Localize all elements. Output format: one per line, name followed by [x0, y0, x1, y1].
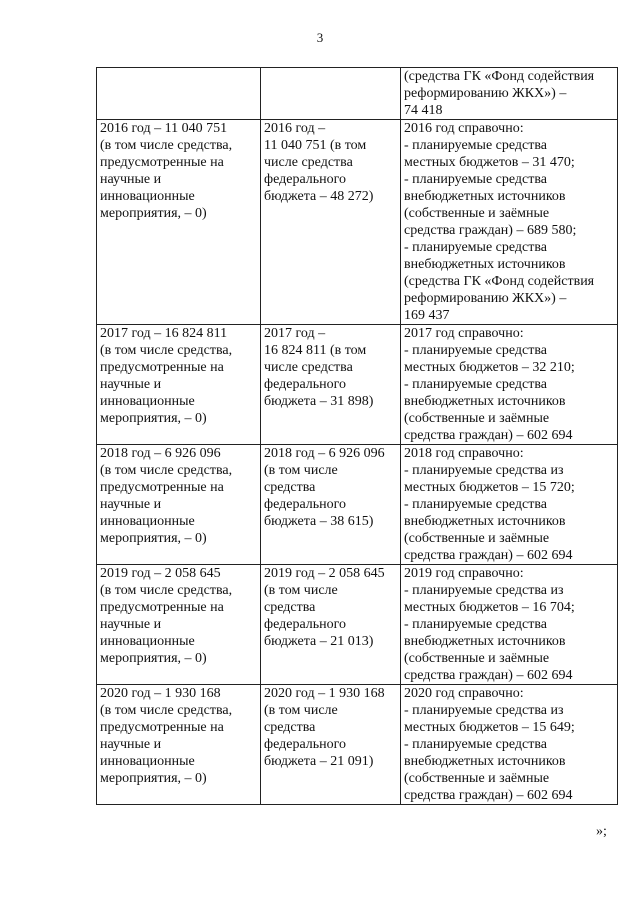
funding-table: [96, 67, 618, 805]
reference-funding-cell: 2016 год справочно: - планируемые средства местных бюджетов – 31 470; - планируемые средства внебюджетных источников (собственные и заёмные средства граждан) – 689 580; - планируемые средства внебюджетных источников (средства ГК «Фонд содействия реформированию ЖКХ») – 169 437: [401, 120, 618, 325]
table-row: [97, 565, 618, 685]
federal-funding-cell: 2019 год – 2 058 645 (в том числе средства федерального бюджета – 21 013): [261, 565, 401, 685]
table-row: [97, 120, 618, 325]
closing-quote-mark: »;: [596, 824, 607, 839]
total-funding-cell: 2018 год – 6 926 096 (в том числе средства, предусмотренные на научные и инновационные мероприятия, – 0): [97, 445, 261, 565]
total-funding-cell: 2020 год – 1 930 168 (в том числе средства, предусмотренные на научные и инновационные мероприятия, – 0): [97, 685, 261, 805]
total-funding-cell: [97, 68, 261, 120]
reference-funding-cell: (средства ГК «Фонд содействия реформированию ЖКХ») – 74 418: [401, 68, 618, 120]
table-row: [97, 445, 618, 565]
federal-funding-cell: 2018 год – 6 926 096 (в том числе средства федерального бюджета – 38 615): [261, 445, 401, 565]
reference-funding-cell: 2017 год справочно: - планируемые средства местных бюджетов – 32 210; - планируемые средства внебюджетных источников (собственные и заёмные средства граждан) – 602 694: [401, 325, 618, 445]
reference-funding-cell: 2020 год справочно: - планируемые средства из местных бюджетов – 15 649; - планируемые средства внебюджетных источников (собственные и заёмные средства граждан) – 602 694: [401, 685, 618, 805]
federal-funding-cell: [261, 68, 401, 120]
federal-funding-cell: 2016 год – 11 040 751 (в том числе средства федерального бюджета – 48 272): [261, 120, 401, 325]
table-row: [97, 68, 618, 120]
total-funding-cell: 2019 год – 2 058 645 (в том числе средства, предусмотренные на научные и инновационные мероприятия, – 0): [97, 565, 261, 685]
federal-funding-cell: 2020 год – 1 930 168 (в том числе средства федерального бюджета – 21 091): [261, 685, 401, 805]
reference-funding-cell: 2018 год справочно: - планируемые средства из местных бюджетов – 15 720; - планируемые средства внебюджетных источников (собственные и заёмные средства граждан) – 602 694: [401, 445, 618, 565]
table-row: [97, 685, 618, 805]
total-funding-cell: 2017 год – 16 824 811 (в том числе средства, предусмотренные на научные и инновационные мероприятия, – 0): [97, 325, 261, 445]
federal-funding-cell: 2017 год – 16 824 811 (в том числе средства федерального бюджета – 31 898): [261, 325, 401, 445]
total-funding-cell: 2016 год – 11 040 751 (в том числе средства, предусмотренные на научные и инновационные мероприятия, – 0): [97, 120, 261, 325]
table-row: [97, 325, 618, 445]
page-number: 3: [316, 30, 324, 45]
reference-funding-cell: 2019 год справочно: - планируемые средства из местных бюджетов – 16 704; - планируемые средства внебюджетных источников (собственные и заёмные средства граждан) – 602 694: [401, 565, 618, 685]
